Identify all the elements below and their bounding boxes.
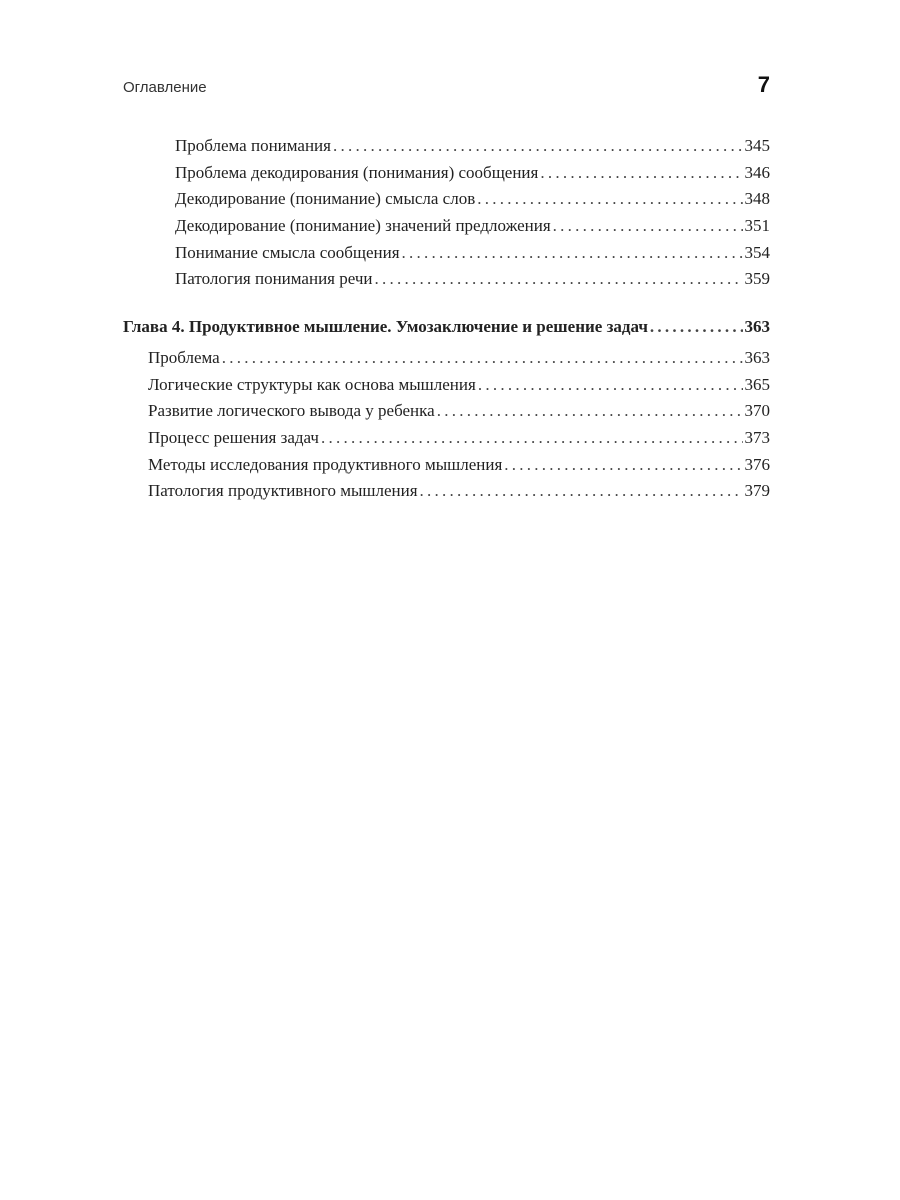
dot-leader [333, 133, 743, 160]
toc-entry [123, 213, 770, 240]
toc-entry-title: Проблема понимания [175, 136, 331, 155]
toc-entry-title: Декодирование (понимание) смысла слов [175, 189, 476, 209]
toc-entry-page: 351 [744, 216, 770, 236]
toc-chapter-title: Глава 4. Продуктивное мышление. Умозаключение и решение задач [123, 317, 648, 337]
toc-entry-page: 376 [744, 454, 770, 474]
toc-entry-page: 359 [744, 269, 770, 289]
toc-entry-page: 370 [744, 401, 770, 421]
toc-entry-page: 373 [744, 427, 770, 447]
table-of-contents [123, 133, 770, 505]
toc-entry [123, 186, 770, 213]
toc-entry-page: 345 [744, 136, 770, 155]
toc-entry [123, 425, 770, 452]
toc-chapter-entry [123, 314, 770, 341]
toc-entry-title: Развитие логического вывода у ребенка [148, 401, 435, 421]
toc-entry [123, 240, 770, 267]
toc-entry [123, 478, 770, 505]
dot-leader [437, 398, 743, 425]
toc-chapter-page: 363 [744, 317, 770, 337]
toc-entry [123, 452, 770, 479]
dot-leader [478, 372, 743, 399]
toc-entry-page: 348 [744, 189, 770, 209]
toc-entry-page: 346 [744, 162, 770, 182]
toc-entry-title: Проблема декодирования (понимания) сообщения [175, 162, 539, 182]
toc-entry [123, 160, 770, 187]
toc-entry [123, 372, 770, 399]
dot-leader [540, 160, 742, 187]
dot-leader [420, 478, 743, 505]
page-number: 7 [757, 72, 770, 97]
toc-entry-page: 365 [744, 374, 770, 394]
toc-entry-title: Проблема [148, 347, 220, 367]
dot-leader [375, 266, 743, 293]
toc-entry-page: 379 [744, 481, 770, 501]
dot-leader [402, 240, 743, 267]
dot-leader [321, 425, 743, 452]
toc-entry-title: Процесс решения задач [148, 427, 319, 447]
dot-leader [504, 452, 742, 479]
dot-leader [477, 186, 742, 213]
toc-entry-title: Понимание смысла сообщения [175, 242, 400, 262]
dot-leader [222, 345, 743, 372]
toc-entry-page: 363 [744, 347, 770, 367]
toc-entry-title: Методы исследования продуктивного мышления [148, 454, 503, 474]
running-head [123, 72, 770, 98]
toc-entry [123, 398, 770, 425]
toc-entry [123, 266, 770, 293]
toc-entry-title: Логические структуры как основа мышления [148, 374, 476, 394]
toc-entry [123, 345, 770, 372]
running-head-title: Оглавление [123, 79, 207, 96]
toc-entry-title: Декодирование (понимание) значений предложения [175, 216, 551, 236]
dot-leader [553, 213, 743, 240]
dot-leader [650, 314, 743, 341]
toc-entry-page: 354 [744, 242, 770, 262]
toc-entry-title: Патология понимания речи [175, 269, 373, 289]
toc-entry [123, 133, 770, 160]
toc-entry-title: Патология продуктивного мышления [148, 481, 418, 501]
